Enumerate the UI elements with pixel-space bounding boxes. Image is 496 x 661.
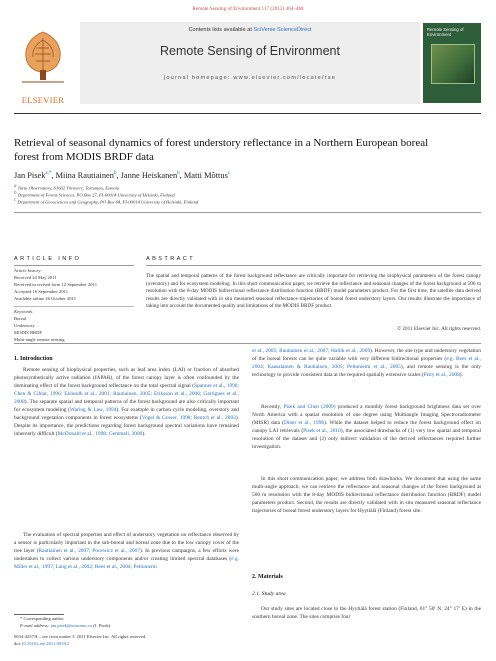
doi-line — [14, 641, 244, 648]
divider — [14, 265, 134, 266]
affiliation — [14, 198, 474, 205]
journal-title: Remote Sensing of Environment — [160, 44, 340, 58]
paragraph-text: produced a monthly forest background brightness data set over North America with a spatial resolution of one degree using Multiangle Imaging Spectroradiometer (MISR) data ( — [252, 404, 481, 426]
email-prefix: E-mail address: — [20, 623, 51, 628]
homepage-link[interactable]: www.elsevier.com/locate/rse — [233, 75, 337, 81]
paragraph — [14, 532, 239, 572]
citation-link[interactable]: Pisek and Chen (2009) — [283, 404, 336, 410]
abstract-text: The spatial and temporal patterns of the forest background reflectance are critically important for retrieving the biophysical parameters of the forest canopy (overstory) and for ecosystem modeling. In this short communication paper, we retrieve the reflectance and seasonal changes of the forest background at 500 m resolution with the 8-day MODIS bidirectional reflectance distribution function (BRDF) model parameters product. For the first time, the satellite data derived results are directly validated with in situ measured seasonal reflectance trajectories of boreal forest understory layers. Our results illustrate the importance of taking into account the documented quality and limitations of the MODIS BRDF product. — [146, 273, 481, 310]
paragraph-text: ). However, the site type and understory vegetation of the boreal forests can be quite variable with very different bidirectional properties ( — [252, 348, 481, 362]
author-name[interactable]: Matti Mõttus — [183, 171, 228, 180]
email-link[interactable]: jan.pisek@utoronto.ca — [50, 623, 92, 628]
divider — [14, 212, 481, 213]
author-affil-marker[interactable]: a,* — [45, 171, 52, 177]
divider — [14, 306, 134, 307]
paragraph — [14, 367, 239, 438]
citation-link[interactable]: Vogel & Gower, 1998; Rentch et al., 2003 — [141, 414, 236, 421]
paragraph-text: ). For example in carbon cycle modeling, overstory and background vegetation components in forest ecosystems ( — [14, 406, 239, 421]
author-list: Jan Pisek$^{a,*}$, Miina Rautiainen$^b$, Janne Heiskanen$^b$, Matti Mõttus$^c$ — [14, 171, 231, 180]
article-history-label: Article history: — [14, 268, 42, 273]
paragraph: In this short communication paper, we address both drawbacks. We document that using the same multi-angle approach, we can retrieve the reflectance and seasonal changes of the forest background at 500 m resolution with the 8-day MODIS bidirectional reflectance distribution function (BRDF) model parameters product. Second, the results are directly validated with in situ measured seasonal reflectance trajectories of boreal forest understory layers for Hyytiälä (Finland) forest site. — [252, 476, 481, 514]
corresponding-author-note: * Corresponding author. — [20, 616, 65, 621]
affiliation — [14, 191, 474, 198]
subsection-heading-study-area: 2.1. Study area — [252, 591, 286, 597]
divider — [14, 343, 481, 344]
doi-link[interactable]: 10.1016/j.rse.2011.09.012 — [21, 641, 70, 646]
author-name[interactable]: Jan Pisek — [14, 171, 46, 180]
abstract-copyright: © 2011 Elsevier Inc. All rights reserved. — [397, 326, 481, 332]
history-item: Available online 26 October 2011 — [14, 296, 76, 301]
paragraph-text: ). In previous campaigns, a few efforts were undertaken to collect various understory components and/or creating limited spectral databases ( — [14, 547, 239, 562]
journal-homepage — [80, 75, 420, 81]
contents-prefix: Contents lists available at — [188, 27, 254, 33]
paragraph-text: Remote sensing of biophysical properties, such as leaf area index (LAI) or fraction of absorbed photosynthetically active radiation (fAPAR), of the forest canopy layer is often confounded by the dominating effect of the forest background reflectance on the total spectral signal ( — [14, 367, 239, 389]
cover-title: Remote Sensing of Environment — [427, 27, 464, 38]
author-affil-marker[interactable]: b — [113, 171, 117, 177]
citation-link[interactable]: Pisek et al., 2010 — [303, 427, 341, 434]
affiliation-text: Department of Forest Sciences, PO Box 27, FI-00014 University of Helsinki, Finland — [17, 192, 175, 198]
homepage-prefix: journal homepage: — [163, 75, 234, 81]
divider — [146, 265, 481, 266]
paragraph — [252, 404, 481, 452]
history-item: Received 24 May 2011 — [14, 275, 57, 280]
paragraph-text: ). While the dataset helped to reduce the forest background effect on canopy LAI retrievals ( — [252, 419, 481, 434]
paragraph-text: ), and remote sensing is the only technology to provide consistent data at the required spatially extensive scales ( — [252, 363, 481, 378]
citation-link[interactable]: et al., 2005; Rautiainen et al., 2007; Hallik et al., 2009 — [252, 348, 371, 354]
abstract-heading: ABSTRACT — [146, 256, 196, 262]
sciencedirect-link[interactable]: SciVerse ScienceDirect — [253, 27, 312, 33]
paragraph-text: The evaluation of spectral properties and effect of understory vegetation on reflectance observed by a sensor is particularly important in the sub-boreal and boreal zone due to the low canopy cover of the tree layer ( — [14, 532, 239, 554]
keyword: Understory — [14, 323, 35, 328]
keyword: Boreal — [14, 316, 27, 321]
elsevier-tree-logo — [14, 26, 72, 86]
section-heading-introduction: 1. Introduction — [14, 356, 53, 362]
affiliation-text: Tartu Observatory, 61602 Tõravere, Tartumaa, Estonia — [17, 185, 120, 191]
section-heading-materials: 2. Materials — [252, 574, 283, 580]
author-name[interactable]: Janne Heiskanen — [120, 171, 178, 180]
keyword: MODIS BRDF — [14, 330, 42, 335]
keyword: Multi-angle remote sensing — [14, 337, 65, 342]
history-item: Accepted 16 September 2011 — [14, 289, 69, 294]
affiliation-marker: b — [14, 191, 17, 196]
running-header[interactable]: Remote Sensing of Environment 117 (2012) 464–468 — [192, 6, 304, 12]
journal-banner — [80, 22, 420, 104]
author-name[interactable]: Miina Rautiainen — [55, 171, 114, 180]
citation-link[interactable]: e.g. Rees et al., 2004; Kaasalainen & Rautiainen, 2005; Peltoniemi et al., 2005 — [252, 355, 482, 370]
issn-line: 0034-4257/$ – see front matter © 2011 Elsevier Inc. All rights reserved. — [14, 634, 147, 639]
citation-link[interactable]: McDonald et al., 1998; Gemmell, 2000 — [57, 430, 143, 437]
paragraph-text: ). The separate spatial and temporal patterns of the forest background are also critically important for ecosystem modeling ( — [14, 398, 239, 413]
citation-link[interactable]: Spanner et al., 1990; Chen & Cihlar, 1996; Eklundh et al., 2001; Rautiainen, 2005; Eriksson et al., 2006; Garrigues et al., 2008 — [14, 382, 239, 405]
contents-line — [80, 27, 420, 33]
affiliation-marker: c — [14, 198, 17, 203]
paragraph-text: ), the associated drawbacks of (1) very low spatial and temporal resolution of the dataset and (2) only indirect validation of the derived reflectances required further investigation. — [252, 427, 481, 450]
keywords-label: Keywords: — [14, 309, 34, 314]
affiliation-text: Department of Geosciences and Geography, PO Box 64, FI-00014 University of Helsinki, Finland — [17, 199, 199, 205]
paragraph — [252, 348, 481, 380]
cover-image — [431, 44, 475, 84]
footnote-rule — [14, 614, 64, 615]
citation-link[interactable]: Rautiainen et al., 2007; Pocewicz et al., 2007 — [38, 547, 140, 554]
history-item: Received in revised form 12 September 2011 — [14, 282, 98, 287]
affiliation-marker: a — [14, 184, 17, 189]
citation-link[interactable]: Pisty et al., 2008 — [423, 371, 460, 378]
paragraph-text: Recently, — [261, 404, 284, 410]
citation-link[interactable]: e.g. Miller et al., 1997; Lang et al., 2002; Rees et al., 2004; Peltoniemi — [14, 555, 239, 570]
author-affil-marker[interactable]: c — [227, 171, 231, 177]
paragraph-text: ). Despite its importance, the predictions regarding forest background spectral variations have remained inherently difficult ( — [14, 414, 239, 437]
publisher-name: ELSEVIER — [21, 95, 65, 105]
author-affil-marker[interactable]: b — [177, 171, 180, 177]
email-suffix: (J. Pisek). — [91, 623, 112, 628]
affiliation — [14, 184, 474, 191]
doi-prefix: doi: — [14, 641, 22, 646]
citation-link[interactable]: Waring & Law, 1994 — [70, 406, 117, 413]
paragraph: Our study sites are located close to the Hyytiälä forest station (Finland, 61° 50′ N, 24° 17′ E) in the southern boreal zone. The sites comprise four — [252, 606, 481, 620]
paragraph-text: ). — [459, 371, 463, 378]
paragraph-text: ). — [142, 430, 146, 437]
article-title: Retrieval of seasonal dynamics of forest understory reflectance in a Northern European boreal forest from MODIS BRDF data — [14, 137, 429, 163]
email-note — [20, 623, 240, 630]
citation-link[interactable]: Diner et al., 1998 — [283, 419, 325, 426]
article-info-heading: ARTICLE INFO — [14, 256, 82, 262]
